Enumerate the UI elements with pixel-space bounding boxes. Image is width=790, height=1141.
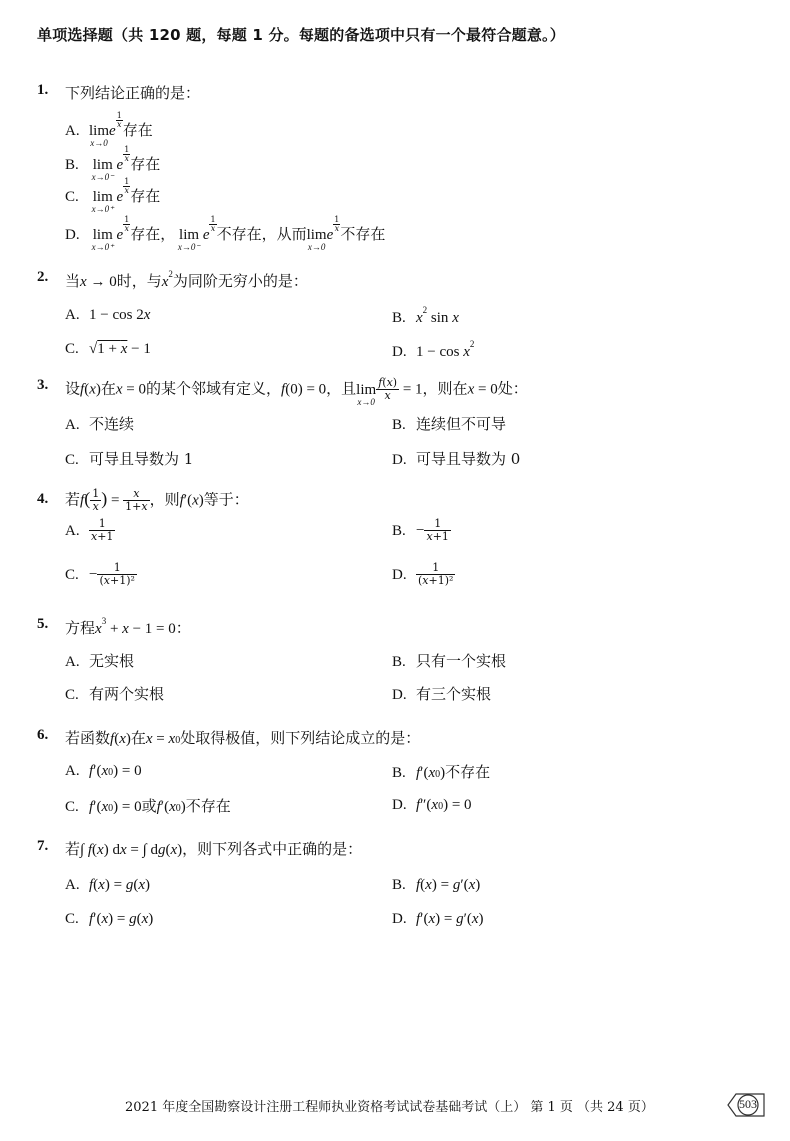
option-c: C. √1 + x − 1 [65, 341, 151, 357]
option-b: B. $x^2$ sin x [392, 305, 459, 326]
option-b: B. 连续但不可导 [392, 415, 507, 433]
page-footer: 2021 年度全国勘察设计注册工程师执业资格考试试卷基础考试（上） 第 1 页 （共 24 页） [125, 1100, 654, 1115]
option-c: C. f′(x) = g(x) [65, 911, 154, 927]
option-c: C. f′(x0) = 0或f′(x0)不存在 [65, 797, 231, 815]
option-d: D. f″(x0) = 0 [392, 797, 472, 813]
question-1 [37, 82, 737, 252]
option-d: D. $\frac{1}{\text{(x+1)²}}$ [392, 561, 454, 587]
question-2 [37, 269, 757, 359]
option-b: B. lim x→0⁻ e $\frac{1}{x}$ 存在 [65, 145, 161, 182]
option-c: C. 有两个实根 [65, 685, 165, 703]
option-c: C. lim x→0⁺ e $\frac{1}{x}$ 存在 [65, 177, 161, 214]
question-6 [37, 727, 757, 817]
section-header: 单项选择题（共 120 题，每题 1 分。每题的备选项中只有一个最符合题意。） [37, 26, 565, 44]
option-d: D. f′(x) = g′(x) [392, 911, 484, 927]
option-a: A. 1 − cos 2x [65, 307, 151, 323]
question-stem: 若函数f(x)在x = x0处取得极值，则下列结论成立的是： [65, 729, 421, 747]
option-a: A. f(x) = g(x) [65, 877, 150, 893]
option-d: D. 可导且导数为 0 [392, 450, 521, 468]
option-a: A. f′(x0) = 0 [65, 763, 142, 779]
option-a: A. lim x→0 e $\frac{1}{x}$ 存在 [65, 111, 153, 148]
option-c: C. − $\frac{1}{\text{(x+1)²}}$ [65, 561, 135, 587]
question-stem: 方程$x^3 + x - 1 = 0$： [65, 616, 191, 637]
question-number: 5. [37, 616, 49, 632]
option-b: B. f(x) = g′(x) [392, 877, 481, 893]
option-a: A. 无实根 [65, 652, 135, 670]
question-number: 2. [37, 269, 49, 285]
question-stem: 当x → 0时，与$x^2$为同阶无穷小的是： [65, 269, 308, 290]
question-7 [37, 838, 757, 928]
page-number: 503 [739, 1097, 757, 1111]
question-stem: 设f(x)在x = 0的某个邻域有定义，f(0) = 0，且lim x→0 $\frac{f(x)}{x}$ = 1，则在x = 0处： [65, 376, 528, 407]
question-number: 7. [37, 838, 49, 854]
question-number: 1. [37, 82, 49, 98]
option-b: B. f′(x0)不存在 [392, 763, 491, 781]
question-stem: 若f( $\frac{1}{x}$ ) = $\frac{x}{1+x}$ ，则f′(x)等于： [65, 487, 249, 513]
question-number: 4. [37, 491, 49, 507]
option-b: B. − $\frac{1}{x+1}$ [392, 517, 449, 543]
question-3 [37, 377, 757, 472]
option-d: D. $1 - \cos x^2$ [392, 339, 475, 360]
question-4 [37, 488, 757, 598]
option-b: B. 只有一个实根 [392, 652, 507, 670]
question-stem: 若∫ f(x) dx = ∫ dg(x)，则下列各式中正确的是： [65, 840, 363, 858]
option-a: A. 不连续 [65, 415, 135, 433]
option-d: D. 有三个实根 [392, 685, 492, 703]
option-a: A. $\frac{1}{x+1}$ [65, 517, 114, 543]
option-d: D. lim x→0⁺ e $\frac{1}{x}$ 存在， lim x→0⁻ e $\frac{1}{x}$ 不存在，从而lim x→0 e $\frac{1}{x}$ 不存在 [65, 215, 386, 252]
question-5 [37, 616, 757, 706]
question-number: 6. [37, 727, 49, 743]
question-stem: 下列结论正确的是： [65, 84, 201, 102]
question-number: 3. [37, 377, 49, 393]
option-c: C. 可导且导数为 1 [65, 450, 194, 468]
